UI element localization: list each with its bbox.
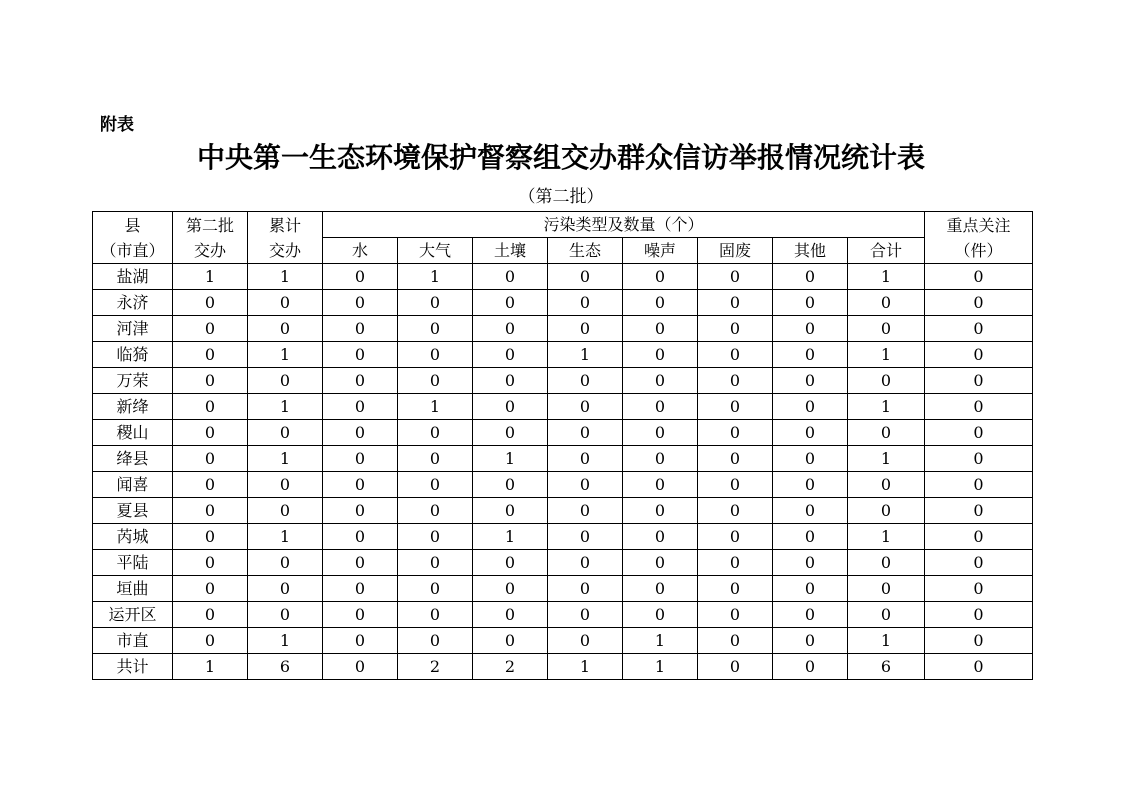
cell-ecology: 0 <box>548 602 623 628</box>
cell-batch: 0 <box>173 550 248 576</box>
cell-county: 万荣 <box>93 368 173 394</box>
header-cumulative <box>248 212 323 264</box>
cell-solid-waste: 0 <box>698 472 773 498</box>
cell-noise: 0 <box>623 576 698 602</box>
header-pollution-noise: 噪声 <box>623 238 698 264</box>
cell-batch: 0 <box>173 420 248 446</box>
cell-county: 芮城 <box>93 524 173 550</box>
cell-soil: 0 <box>473 628 548 654</box>
cell-cumulative: 0 <box>248 498 323 524</box>
cell-noise: 0 <box>623 316 698 342</box>
cell-county: 永济 <box>93 290 173 316</box>
header-county-line2: （市直） <box>100 240 165 260</box>
cell-ecology: 0 <box>548 446 623 472</box>
cell-water: 0 <box>323 342 398 368</box>
cell-water: 0 <box>323 602 398 628</box>
header-pollution-soil: 土壤 <box>473 238 548 264</box>
table-body <box>93 264 1033 680</box>
cell-solid-waste: 0 <box>698 316 773 342</box>
cell-total: 1 <box>848 264 925 290</box>
cell-ecology: 0 <box>548 368 623 394</box>
cell-noise: 0 <box>623 290 698 316</box>
cell-solid-waste: 0 <box>698 342 773 368</box>
cell-cumulative: 0 <box>248 290 323 316</box>
table-header <box>93 212 1033 264</box>
table-row <box>93 524 1033 550</box>
cell-soil: 0 <box>473 420 548 446</box>
cell-ecology: 0 <box>548 420 623 446</box>
cell-other: 0 <box>773 498 848 524</box>
cell-ecology: 1 <box>548 654 623 680</box>
table-row <box>93 446 1033 472</box>
cell-key-focus: 0 <box>925 342 1033 368</box>
cell-solid-waste: 0 <box>698 446 773 472</box>
cell-other: 0 <box>773 524 848 550</box>
cell-ecology: 0 <box>548 264 623 290</box>
cell-air: 0 <box>398 550 473 576</box>
cell-key-focus: 0 <box>925 550 1033 576</box>
cell-key-focus: 0 <box>925 654 1033 680</box>
cell-solid-waste: 0 <box>698 368 773 394</box>
table-row <box>93 654 1033 680</box>
cell-batch: 0 <box>173 524 248 550</box>
cell-air: 0 <box>398 498 473 524</box>
cell-county: 平陆 <box>93 550 173 576</box>
cell-air: 0 <box>398 524 473 550</box>
document-subtitle: （第二批） <box>518 187 604 207</box>
header-batch-line2: 交办 <box>193 240 226 260</box>
cell-batch: 0 <box>173 498 248 524</box>
cell-cumulative: 1 <box>248 394 323 420</box>
cell-air: 0 <box>398 628 473 654</box>
cell-key-focus: 0 <box>925 498 1033 524</box>
cell-batch: 0 <box>173 472 248 498</box>
cell-soil: 0 <box>473 602 548 628</box>
header-pollution-ecology: 生态 <box>548 238 623 264</box>
cell-noise: 0 <box>623 342 698 368</box>
cell-cumulative: 1 <box>248 524 323 550</box>
cell-solid-waste: 0 <box>698 602 773 628</box>
cell-cumulative: 0 <box>248 420 323 446</box>
cell-solid-waste: 0 <box>698 524 773 550</box>
cell-cumulative: 1 <box>248 446 323 472</box>
cell-county: 共计 <box>93 654 173 680</box>
header-cumulative-line2: 交办 <box>268 240 301 260</box>
cell-total: 0 <box>848 420 925 446</box>
cell-other: 0 <box>773 342 848 368</box>
table-row <box>93 342 1033 368</box>
cell-solid-waste: 0 <box>698 654 773 680</box>
cell-county: 市直 <box>93 628 173 654</box>
document-title: 中央第一生态环境保护督察组交办群众信访举报情况统计表 <box>196 141 925 174</box>
header-cumulative-line1: 累计 <box>268 215 301 235</box>
cell-noise: 0 <box>623 524 698 550</box>
header-row-1 <box>93 212 1033 238</box>
header-pollution-water: 水 <box>323 238 398 264</box>
cell-county: 垣曲 <box>93 576 173 602</box>
cell-ecology: 0 <box>548 576 623 602</box>
cell-water: 0 <box>323 316 398 342</box>
cell-key-focus: 0 <box>925 602 1033 628</box>
table-row <box>93 628 1033 654</box>
appendix-label: 附表 <box>100 115 134 135</box>
cell-water: 0 <box>323 394 398 420</box>
cell-other: 0 <box>773 264 848 290</box>
cell-key-focus: 0 <box>925 420 1033 446</box>
table-row <box>93 368 1033 394</box>
cell-total: 0 <box>848 576 925 602</box>
cell-batch: 0 <box>173 576 248 602</box>
cell-solid-waste: 0 <box>698 290 773 316</box>
cell-water: 0 <box>323 498 398 524</box>
cell-other: 0 <box>773 290 848 316</box>
cell-county: 闻喜 <box>93 472 173 498</box>
cell-soil: 1 <box>473 446 548 472</box>
cell-other: 0 <box>773 472 848 498</box>
cell-cumulative: 6 <box>248 654 323 680</box>
header-key-focus-line2: （件） <box>954 240 1003 260</box>
cell-cumulative: 0 <box>248 316 323 342</box>
cell-air: 0 <box>398 602 473 628</box>
cell-other: 0 <box>773 576 848 602</box>
cell-total: 1 <box>848 446 925 472</box>
cell-key-focus: 0 <box>925 628 1033 654</box>
cell-other: 0 <box>773 446 848 472</box>
statistics-table <box>92 211 1033 680</box>
cell-water: 0 <box>323 368 398 394</box>
cell-cumulative: 0 <box>248 550 323 576</box>
cell-other: 0 <box>773 394 848 420</box>
cell-total: 1 <box>848 628 925 654</box>
cell-key-focus: 0 <box>925 394 1033 420</box>
cell-air: 0 <box>398 316 473 342</box>
cell-key-focus: 0 <box>925 290 1033 316</box>
cell-cumulative: 1 <box>248 264 323 290</box>
header-pollution-total: 合计 <box>848 238 925 264</box>
cell-key-focus: 0 <box>925 446 1033 472</box>
cell-county: 河津 <box>93 316 173 342</box>
cell-total: 0 <box>848 602 925 628</box>
cell-noise: 0 <box>623 498 698 524</box>
cell-cumulative: 0 <box>248 576 323 602</box>
table-row <box>93 550 1033 576</box>
header-pollution-group: 污染类型及数量（个） <box>323 212 925 238</box>
cell-noise: 1 <box>623 654 698 680</box>
cell-batch: 0 <box>173 394 248 420</box>
cell-other: 0 <box>773 550 848 576</box>
cell-batch: 1 <box>173 264 248 290</box>
cell-water: 0 <box>323 420 398 446</box>
header-county <box>93 212 173 264</box>
cell-ecology: 0 <box>548 628 623 654</box>
cell-county: 夏县 <box>93 498 173 524</box>
cell-total: 0 <box>848 316 925 342</box>
cell-key-focus: 0 <box>925 524 1033 550</box>
table-row <box>93 290 1033 316</box>
cell-batch: 0 <box>173 628 248 654</box>
cell-noise: 0 <box>623 264 698 290</box>
cell-total: 0 <box>848 290 925 316</box>
cell-total: 0 <box>848 498 925 524</box>
cell-ecology: 0 <box>548 290 623 316</box>
cell-ecology: 1 <box>548 342 623 368</box>
cell-ecology: 0 <box>548 498 623 524</box>
cell-solid-waste: 0 <box>698 264 773 290</box>
cell-water: 0 <box>323 446 398 472</box>
cell-soil: 0 <box>473 550 548 576</box>
cell-air: 0 <box>398 472 473 498</box>
cell-batch: 0 <box>173 446 248 472</box>
cell-noise: 0 <box>623 446 698 472</box>
cell-solid-waste: 0 <box>698 576 773 602</box>
cell-other: 0 <box>773 420 848 446</box>
cell-ecology: 0 <box>548 550 623 576</box>
cell-solid-waste: 0 <box>698 498 773 524</box>
header-county-line1: 县 <box>124 215 141 235</box>
cell-batch: 0 <box>173 602 248 628</box>
cell-total: 0 <box>848 368 925 394</box>
cell-total: 1 <box>848 524 925 550</box>
cell-soil: 0 <box>473 342 548 368</box>
cell-air: 1 <box>398 394 473 420</box>
cell-key-focus: 0 <box>925 576 1033 602</box>
cell-batch: 0 <box>173 342 248 368</box>
cell-noise: 0 <box>623 550 698 576</box>
header-pollution-other: 其他 <box>773 238 848 264</box>
table-row <box>93 420 1033 446</box>
cell-noise: 0 <box>623 420 698 446</box>
cell-cumulative: 0 <box>248 368 323 394</box>
header-key-focus <box>925 212 1033 264</box>
cell-soil: 0 <box>473 316 548 342</box>
cell-air: 0 <box>398 446 473 472</box>
cell-ecology: 0 <box>548 472 623 498</box>
cell-ecology: 0 <box>548 316 623 342</box>
cell-cumulative: 0 <box>248 472 323 498</box>
header-pollution-solid-waste: 固废 <box>698 238 773 264</box>
cell-soil: 1 <box>473 524 548 550</box>
cell-cumulative: 1 <box>248 628 323 654</box>
cell-noise: 1 <box>623 628 698 654</box>
cell-batch: 1 <box>173 654 248 680</box>
cell-batch: 0 <box>173 368 248 394</box>
cell-water: 0 <box>323 550 398 576</box>
cell-county: 新绛 <box>93 394 173 420</box>
cell-batch: 0 <box>173 316 248 342</box>
header-batch-line1: 第二批 <box>185 215 234 235</box>
cell-other: 0 <box>773 628 848 654</box>
cell-solid-waste: 0 <box>698 628 773 654</box>
cell-county: 运开区 <box>93 602 173 628</box>
cell-soil: 2 <box>473 654 548 680</box>
cell-total: 6 <box>848 654 925 680</box>
cell-solid-waste: 0 <box>698 420 773 446</box>
cell-county: 绛县 <box>93 446 173 472</box>
table-row <box>93 264 1033 290</box>
cell-noise: 0 <box>623 602 698 628</box>
cell-water: 0 <box>323 472 398 498</box>
cell-ecology: 0 <box>548 524 623 550</box>
cell-county: 临猗 <box>93 342 173 368</box>
cell-noise: 0 <box>623 368 698 394</box>
table-row <box>93 472 1033 498</box>
cell-air: 0 <box>398 368 473 394</box>
cell-soil: 0 <box>473 394 548 420</box>
cell-solid-waste: 0 <box>698 394 773 420</box>
cell-ecology: 0 <box>548 394 623 420</box>
cell-air: 2 <box>398 654 473 680</box>
table-row <box>93 316 1033 342</box>
cell-water: 0 <box>323 264 398 290</box>
table-row <box>93 394 1033 420</box>
cell-county: 稷山 <box>93 420 173 446</box>
table-row <box>93 498 1033 524</box>
cell-soil: 0 <box>473 368 548 394</box>
cell-water: 0 <box>323 524 398 550</box>
cell-key-focus: 0 <box>925 368 1033 394</box>
cell-noise: 0 <box>623 394 698 420</box>
cell-other: 0 <box>773 654 848 680</box>
cell-batch: 0 <box>173 290 248 316</box>
cell-water: 0 <box>323 654 398 680</box>
cell-air: 0 <box>398 420 473 446</box>
cell-air: 0 <box>398 576 473 602</box>
cell-water: 0 <box>323 628 398 654</box>
cell-soil: 0 <box>473 290 548 316</box>
cell-air: 0 <box>398 290 473 316</box>
cell-air: 0 <box>398 342 473 368</box>
cell-soil: 0 <box>473 498 548 524</box>
header-key-focus-line1: 重点关注 <box>946 215 1011 235</box>
cell-water: 0 <box>323 290 398 316</box>
cell-cumulative: 0 <box>248 602 323 628</box>
cell-key-focus: 0 <box>925 316 1033 342</box>
cell-cumulative: 1 <box>248 342 323 368</box>
table-row <box>93 602 1033 628</box>
cell-total: 0 <box>848 472 925 498</box>
cell-key-focus: 0 <box>925 472 1033 498</box>
cell-total: 0 <box>848 550 925 576</box>
cell-other: 0 <box>773 316 848 342</box>
cell-noise: 0 <box>623 472 698 498</box>
header-pollution-air: 大气 <box>398 238 473 264</box>
header-batch <box>173 212 248 264</box>
cell-total: 1 <box>848 342 925 368</box>
cell-key-focus: 0 <box>925 264 1033 290</box>
cell-county: 盐湖 <box>93 264 173 290</box>
cell-air: 1 <box>398 264 473 290</box>
cell-other: 0 <box>773 602 848 628</box>
cell-soil: 0 <box>473 264 548 290</box>
table-row <box>93 576 1033 602</box>
cell-solid-waste: 0 <box>698 550 773 576</box>
cell-soil: 0 <box>473 472 548 498</box>
cell-soil: 0 <box>473 576 548 602</box>
cell-water: 0 <box>323 576 398 602</box>
cell-other: 0 <box>773 368 848 394</box>
cell-total: 1 <box>848 394 925 420</box>
